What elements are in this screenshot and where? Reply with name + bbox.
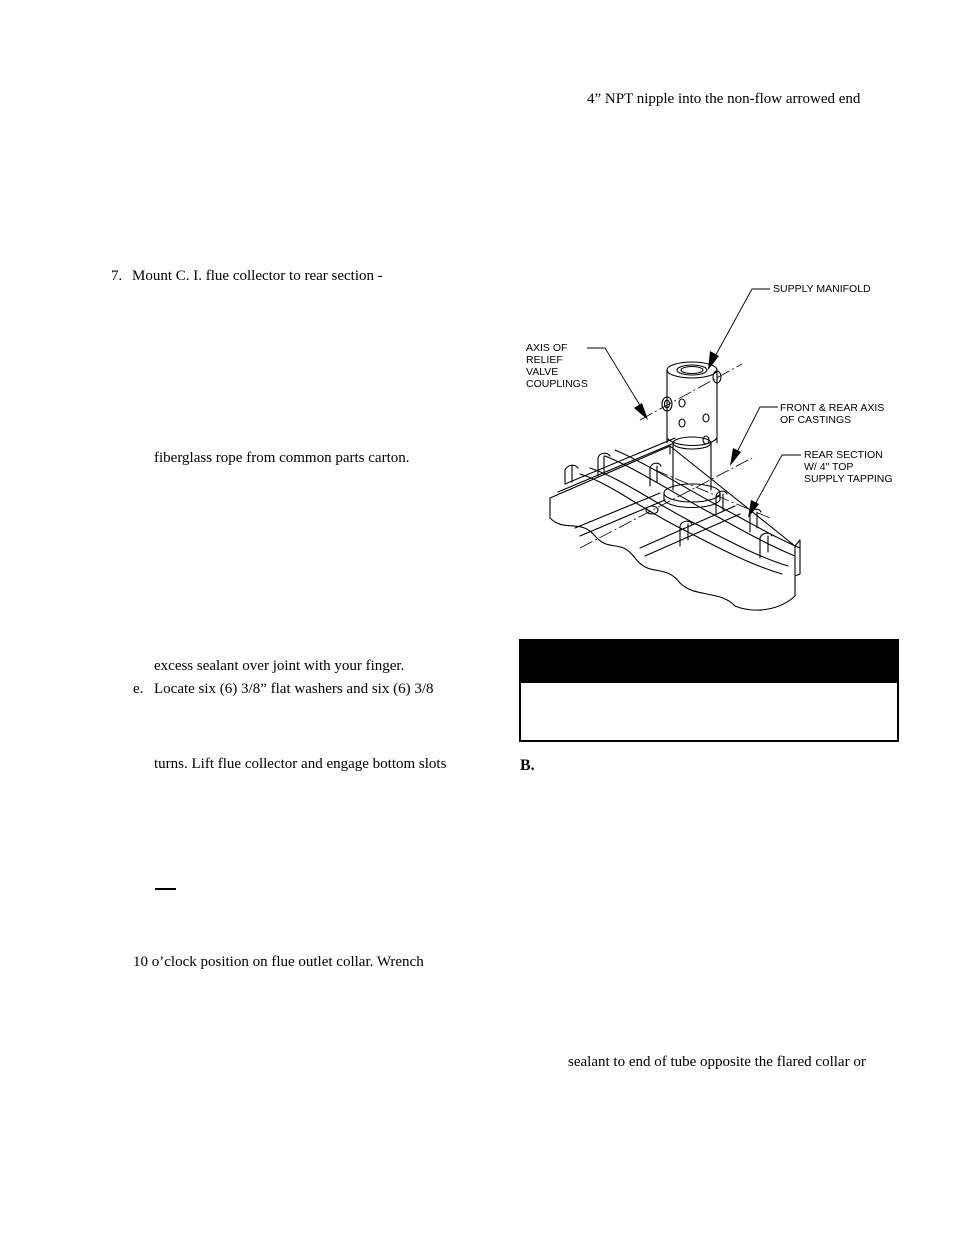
text-fiberglass-rope: fiberglass rope from common parts carton. xyxy=(154,450,410,466)
warning-box xyxy=(519,639,899,742)
step-e-text: Locate six (6) 3/8” flat washers and six (6) 3/8 xyxy=(154,681,434,697)
step-7-heading: Mount C. I. flue collector to rear section - xyxy=(132,268,383,284)
text-excess-sealant: excess sealant over joint with your finger. xyxy=(154,658,405,674)
label-axis-relief-3: VALVE xyxy=(526,366,559,378)
section-b-heading: B. xyxy=(520,757,535,774)
label-rear-section-2: W/ 4" TOP xyxy=(804,461,854,473)
label-rear-section-3: SUPPLY TAPPING xyxy=(804,473,893,485)
label-front-rear-axis-1: FRONT & REAR AXIS xyxy=(780,402,885,414)
manifold-drawing xyxy=(520,278,900,618)
label-front-rear-axis-2: OF CASTINGS xyxy=(780,414,852,426)
label-axis-relief-1: AXIS OF xyxy=(526,342,568,354)
label-supply-manifold: SUPPLY MANIFOLD xyxy=(773,283,871,295)
label-axis-relief-2: RELIEF xyxy=(526,354,563,366)
text-sealant-tube: sealant to end of tube opposite the flared collar or xyxy=(568,1054,866,1070)
label-rear-section-1: REAR SECTION xyxy=(804,449,883,461)
text-clock-position: 10 o’clock position on flue outlet collar. Wrench xyxy=(133,954,424,970)
supply-manifold-figure xyxy=(520,278,900,618)
label-axis-relief-4: COUPLINGS xyxy=(526,378,588,390)
text-turns: turns. Lift flue collector and engage bottom slots xyxy=(154,756,447,772)
step-e-letter: e. xyxy=(133,681,144,697)
text-nipple-line: 4” NPT nipple into the non-flow arrowed end xyxy=(587,91,861,107)
warning-header xyxy=(521,641,897,683)
underline-rule xyxy=(155,888,176,890)
step-7-number: 7. xyxy=(111,268,123,284)
